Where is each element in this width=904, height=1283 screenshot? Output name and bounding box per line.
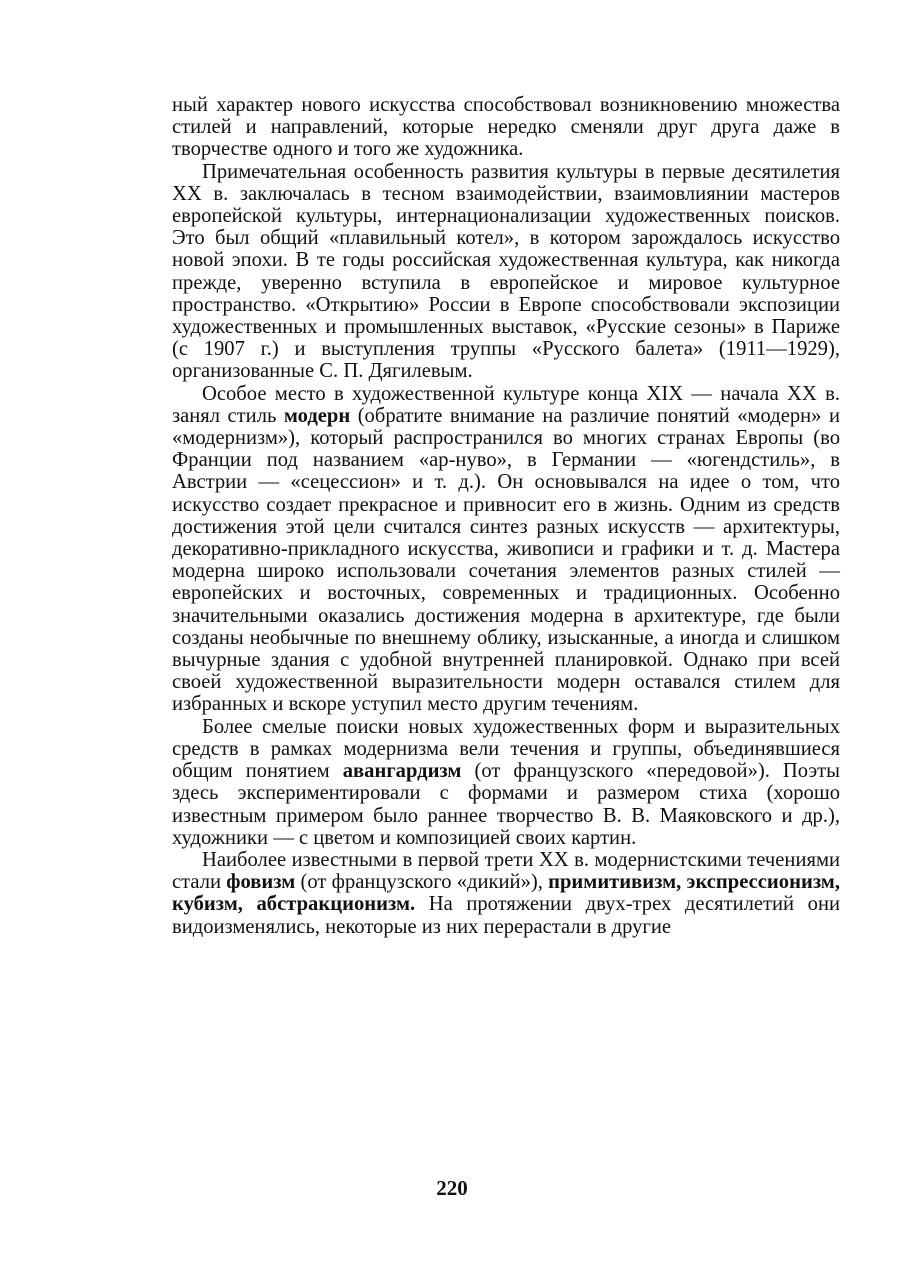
text-run: (от французского «передовой»). Поэты здесь экспериментировали с формами и размером стиха (хорошо известным примером было раннее творчество В. В. Маяковского и др.), художники — с цветом и композицией своих картин. (172, 760, 840, 849)
paragraph-cultural-exchange (172, 161, 840, 383)
text-run: Примечательная особенность развития культуры в первые десятилетия XX в. заключалась в тесном взаимодействии, взаимовлиянии мастеров европейской культуры, интернационализации художественных поисков. Это был общий «плавильный котел», в котором зарождалось искусство новой эпохи. В те годы российская художественная культура, как никогда прежде, уверенно вступила в европейское и мировое культурное пространство. «Открытию» России в Европе способствовали экспозиции художественных и промышленных выставок, «Русские сезоны» в Париже (с 1907 г.) и выступления труппы «Русского балета» (1911—1929), организованные С. П. Дягилевым. (172, 160, 840, 383)
paragraph-avant-garde (172, 716, 840, 849)
term-avant-garde: авангардизм (342, 760, 462, 783)
text-run: Наиболее известными в первой трети XX в. модернистскими течениями стали (172, 848, 840, 894)
text-run: На протяжении двух-трех десятилетий они видоизменялись, некоторые из них перерастали в другие (172, 893, 840, 938)
text-run: (обратите внимание на различие понятий «модерн» и «модернизм»), который распространился во многих странах Европы (во Франции под названием «ар-нуво», в Германии — «югендстиль», в Австрии — «сецессион» и т. д.). Он основывался на идее о том, что искусство создает прекрасное и привносит его в жизнь. Одним из средств достижения этой цели считался синтез разных искусств — архитектуры, декоративно-прикладного искусства, живописи и графики и т. д. Мастера модерна широко использовали сочетания элементов разных стилей — европейских и восточных, современных и традиционных. Особенно значительными оказались достижения модерна в архитектуре, где были созданы необычные по внешнему облику, изысканные, а иногда и слишком вычурные здания с удобной внутренней планировкой. Однако при всей своей художественной выразительности модерн оставался стилем для избранных и вскоре уступил место другим течениям. (172, 404, 840, 716)
term-modern: модерн (283, 404, 351, 427)
text-run: Особое место в художественной культуре конца XIX — начала XX в. занял стиль (172, 382, 840, 427)
text-run: ный характер нового искусства способствовал возникновению множества стилей и направлений, которые нередко сменяли друг друга даже в творчестве одного и того же художника. (172, 94, 840, 161)
paragraph-continuation (172, 94, 840, 161)
body-text (172, 94, 840, 938)
page-number: 220 (436, 1176, 468, 1200)
paragraph-modernist-movements (172, 849, 840, 938)
term-fauvism: фовизм (226, 871, 296, 894)
text-run: (от французского «дикий»), (295, 871, 549, 894)
term-movements-list: примитивизм, экспрессионизм, кубизм, абстракционизм. (172, 871, 840, 916)
paragraph-modern-style (172, 383, 840, 716)
text-run: Более смелые поиски новых художественных форм и выразительных средств в рамках модернизма вели течения и группы, объединявшиеся общим понятием (172, 715, 840, 783)
